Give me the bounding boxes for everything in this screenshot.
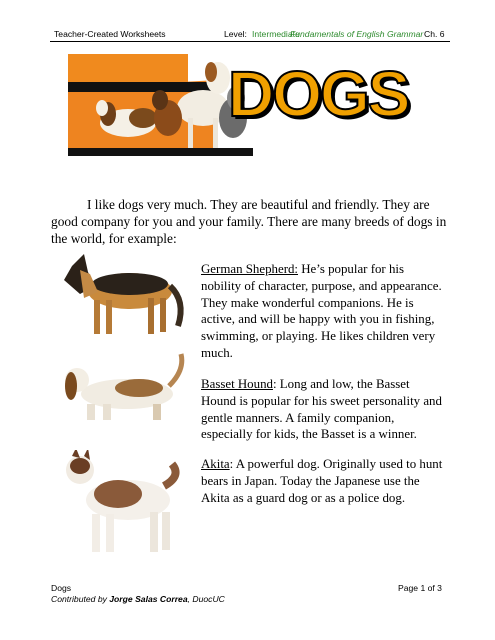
basset-hound-image [57, 350, 192, 430]
credit-suffix: , DuocUC [187, 594, 225, 604]
level-label: Level: [224, 29, 247, 39]
intro-paragraph [51, 196, 451, 247]
footer-credit [51, 594, 225, 604]
breed-name: Basset Hound [201, 377, 273, 391]
breed-text: He’s popular for his nobility of character, purpose, and appearance. They make wonderful companions. He is active, and will be happy with you in fishing, swimming, or playing. He likes children very much. [201, 262, 442, 360]
german-shepherd-image [50, 246, 190, 346]
header-left: Teacher-Created Worksheets [54, 29, 166, 39]
german-shepherd-description [201, 261, 446, 362]
breed-name: Akita [201, 457, 230, 471]
dogs-banner [68, 48, 428, 168]
akita-description [201, 456, 446, 506]
credit-name: Jorge Salas Correa [109, 594, 188, 604]
book-title: Fundamentals of English Grammar [290, 29, 424, 39]
page-header [50, 27, 450, 42]
level-value: Intermediate [252, 29, 300, 39]
akita-image [58, 450, 188, 560]
basset-hound-description [201, 376, 446, 443]
footer-title: Dogs [51, 583, 72, 593]
chapter: Ch. 6 [424, 29, 445, 39]
dogs-title: DOGS [228, 58, 409, 130]
credit-prefix: Contributed by [51, 594, 110, 604]
breed-text: : Long and low, the Basset Hound is popular for his sweet personality and gentle manners. A family companion, especially for kids, the Basset is a winner. [201, 377, 442, 442]
breed-text: : A powerful dog. Originally used to hunt bears in Japan. Today the Japanese use the Akita as a guard dog or as a police dog. [201, 457, 443, 505]
dogs-photo-banner [68, 48, 253, 156]
breed-name: German Shepherd: [201, 262, 299, 276]
intro-text: I like dogs very much. They are beautiful and friendly. They are good company for you and your family. There are many breeds of dogs in the world, for example: [51, 197, 447, 246]
page-number: Page 1 of 3 [398, 583, 442, 593]
